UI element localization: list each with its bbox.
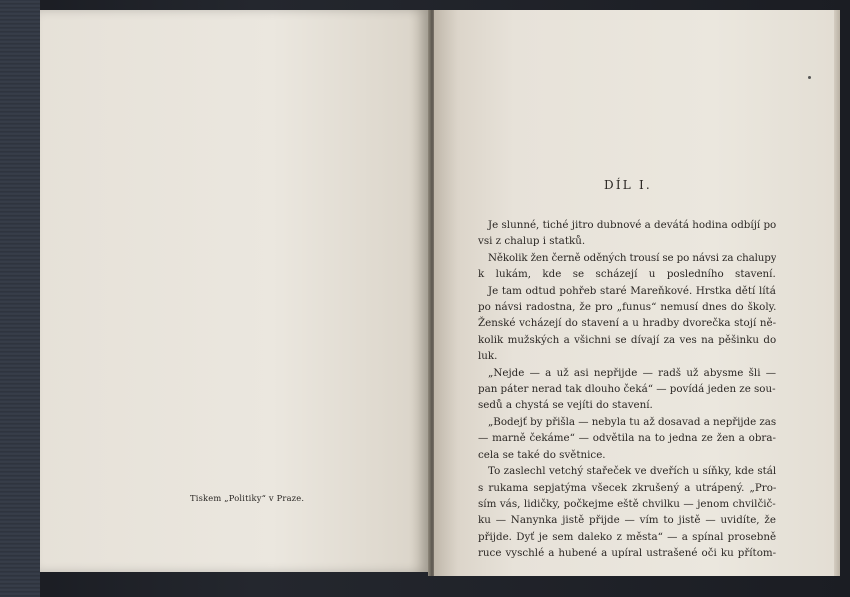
left-page: [40, 10, 428, 572]
text-line: Několik žen černě oděných trousí se po návsi za chalupy: [488, 251, 776, 264]
page-edge: [834, 10, 840, 576]
text-line: ku — Nanynka jistě přijde — vím to jistě — uvidíte, že: [478, 514, 776, 527]
text-line: po návsi radostna, že pro „funus“ nemusí dnes do školy.: [478, 301, 776, 314]
text-line: „Bodejť by přišla — nebyla tu až dosavad a nepřijde zas: [488, 415, 776, 428]
chapter-title: DÍL I.: [604, 178, 652, 192]
text-line: sedů a chystá se vejíti do stavení.: [478, 399, 653, 412]
text-line: vsi z chalup i statků.: [478, 235, 586, 248]
text-line: To zaslechl vetchý stařeček ve dveřích u síňky, kde stál: [488, 465, 776, 478]
page-speck: [808, 76, 811, 79]
text-line: Je slunné, tiché jitro dubnové a devátá hodina odbíjí po: [488, 219, 776, 231]
text-line: přijde. Dyť je sem daleko z města“ — a spínal prosebně: [478, 530, 776, 543]
body-text: [478, 217, 776, 562]
text-line: s rukama sepjatýma všecek zkrušený a utrápený. „Pro-: [478, 481, 776, 494]
text-line: k lukám, kde se scházejí u posledního stavení.: [478, 268, 776, 281]
text-line: „Nejde — a už asi nepřijde — radš už abysme šli —: [488, 366, 776, 379]
text-line: — marně čekáme“ — odvětila na to jedna ze žen a obra-: [478, 432, 776, 445]
text-line: cela se také do světnice.: [478, 448, 606, 461]
printer-imprint: Tiskem „Politiky“ v Praze.: [190, 493, 305, 503]
text-line: sím vás, lidičky, počkejme eště chvilku — jenom chvilčič-: [478, 497, 776, 510]
text-line: ruce vyschlé a hubené a upíral ustrašené oči ku přítom-: [478, 547, 776, 560]
text-line: pan páter nerad tak dlouho čeká“ — povídá jeden ze sou-: [478, 383, 776, 396]
text-line: luk.: [478, 350, 498, 363]
book-spine-edge: [0, 0, 40, 597]
text-line: Je tam odtud pohřeb staré Mareňkové. Hrstka dětí lítá: [488, 284, 776, 297]
text-line: kolik mužských a všichni se dívají za ves na pěšinku do: [478, 333, 776, 346]
text-line: Ženské vcházejí do stavení a u hradby dvorečka stojí ně-: [478, 317, 776, 330]
